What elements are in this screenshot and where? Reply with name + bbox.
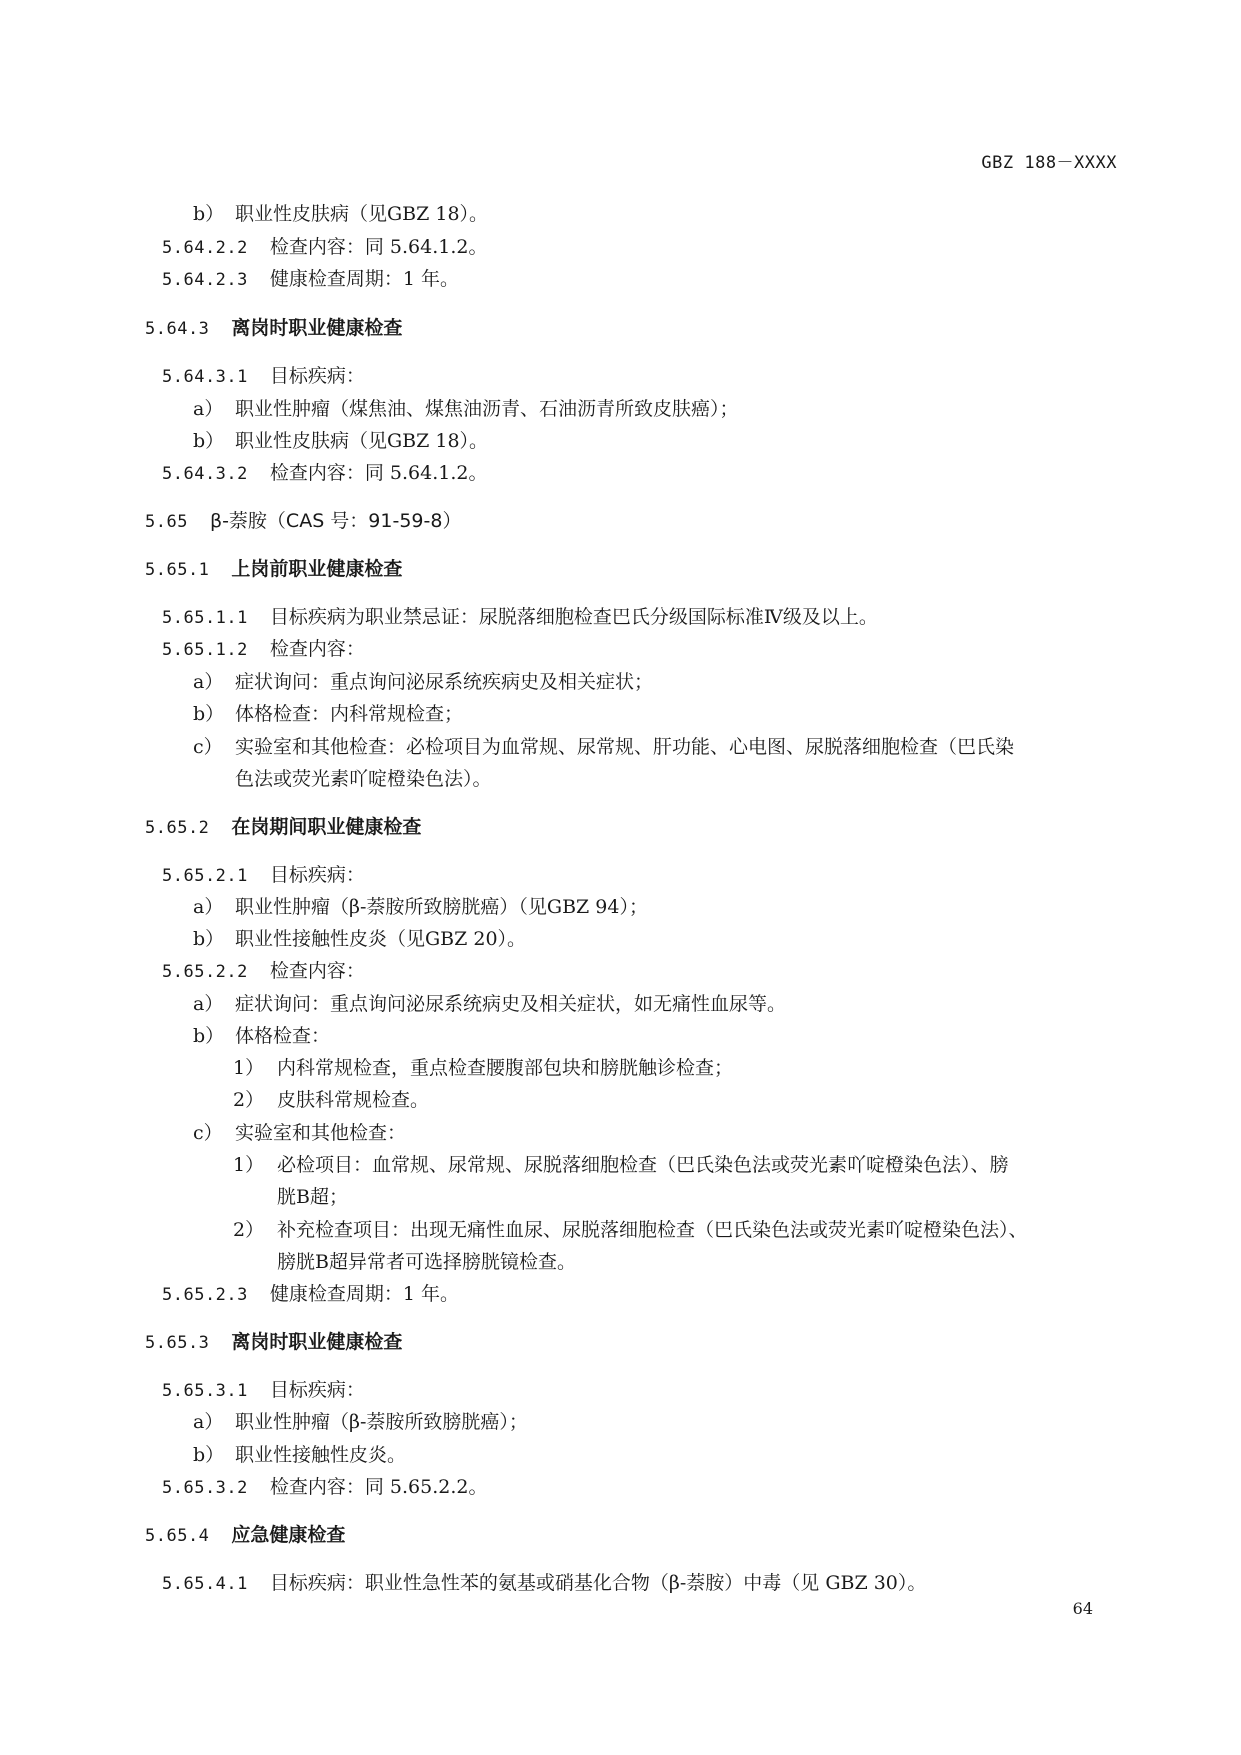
list-text: 体格检查： — [235, 1025, 331, 1047]
clause — [162, 238, 488, 257]
section-number: 5.65.4 — [145, 1526, 210, 1546]
clause — [162, 367, 365, 386]
clause-number: 5.65.2.2 — [162, 962, 248, 982]
sub-list-marker: 1） — [233, 1154, 265, 1176]
list-text: 体格检查：内科常规检查； — [235, 703, 464, 725]
clause-number: 5.64.2.3 — [162, 270, 248, 290]
section-heading — [145, 1526, 345, 1545]
list-item — [193, 1124, 406, 1143]
list-marker: c） — [193, 1122, 223, 1144]
section-number: 5.65.1 — [145, 560, 210, 580]
clause — [162, 1381, 365, 1400]
list-text: 职业性接触性皮炎（见GBZ 20）。 — [235, 928, 527, 950]
list-marker: b） — [193, 1444, 225, 1466]
sub-list-text-continuation: 胱B超； — [277, 1186, 348, 1208]
section-heading — [145, 818, 421, 837]
clause-text: 目标疾病：职业性急性苯的氨基或硝基化合物（β-萘胺）中毒（见 GBZ 30）。 — [269, 1572, 927, 1594]
list-marker: a） — [193, 398, 224, 420]
list-marker: a） — [193, 671, 224, 693]
section-title: 应急健康检查 — [231, 1524, 346, 1546]
list-marker: a） — [193, 1411, 224, 1433]
list-text: 症状询问：重点询问泌尿系统病史及相关症状，如无痛性血尿等。 — [235, 993, 787, 1015]
list-item — [193, 1413, 528, 1432]
clause-number: 5.65.1.2 — [162, 640, 248, 660]
clause-text: 健康检查周期：1 年。 — [269, 1283, 460, 1305]
clause-text: 目标疾病为职业禁忌证：尿脱落细胞检查巴氏分级国际标准Ⅳ级及以上。 — [269, 606, 878, 628]
list-item — [193, 930, 526, 949]
standard-header: GBZ 188－XXXX — [981, 153, 1117, 173]
list-item — [193, 1446, 406, 1465]
list-text-continuation: 色法或荧光素吖啶橙染色法）。 — [235, 768, 492, 790]
list-text: 职业性肿瘤（煤焦油、煤焦油沥青、石油沥青所致皮肤癌）； — [235, 398, 739, 420]
clause-text: 健康检查周期：1 年。 — [269, 268, 460, 290]
sub-list-marker: 2） — [233, 1219, 265, 1241]
clause — [162, 866, 365, 885]
clause-text: 目标疾病： — [269, 864, 365, 886]
sub-list-text: 必检项目：血常规、尿常规、尿脱落细胞检查（巴氏染色法或荧光素吖啶橙染色法）、膀 — [277, 1154, 1009, 1176]
clause-number: 5.65.4.1 — [162, 1574, 248, 1594]
sub-list-text: 内科常规检查，重点检查腰腹部包块和膀胱触诊检查； — [277, 1057, 734, 1079]
section-heading — [145, 560, 402, 579]
clause — [162, 1574, 926, 1593]
chapter-title: β-萘胺（CAS 号：91-59-8） — [209, 510, 462, 532]
clause-number: 5.65.3.2 — [162, 1478, 248, 1498]
section-title: 上岗前职业健康检查 — [231, 558, 403, 580]
clause-text: 目标疾病： — [269, 365, 365, 387]
section-number: 5.65.2 — [145, 818, 210, 838]
sub-list-marker: 2） — [233, 1089, 265, 1111]
list-text: 职业性皮肤病（见GBZ 18）。 — [235, 203, 489, 225]
sub-list-item — [233, 1059, 733, 1078]
sub-list-text: 补充检查项目：出现无痛性血尿、尿脱落细胞检查（巴氏染色法或荧光素吖啶橙染色法）、 — [277, 1219, 1028, 1241]
list-item — [193, 432, 488, 451]
chapter-heading — [145, 512, 461, 531]
list-text: 症状询问：重点询问泌尿系统疾病史及相关症状； — [235, 671, 654, 693]
list-item — [193, 995, 786, 1014]
clause — [162, 464, 488, 483]
sub-list-item — [233, 1091, 429, 1110]
list-item — [193, 205, 488, 224]
clause-number: 5.65.2.3 — [162, 1285, 248, 1305]
section-title: 离岗时职业健康检查 — [231, 317, 403, 339]
sub-list-marker: 1） — [233, 1057, 265, 1079]
list-marker: c） — [193, 736, 223, 758]
clause-number: 5.64.3.1 — [162, 367, 248, 387]
sub-list-text: 皮肤科常规检查。 — [277, 1089, 430, 1111]
clause-text: 检查内容：同 5.64.1.2。 — [269, 236, 488, 258]
clause-text: 检查内容：同 5.64.1.2。 — [269, 462, 488, 484]
list-text: 实验室和其他检查：必检项目为血常规、尿常规、肝功能、心电图、尿脱落细胞检查（巴氏染 — [235, 736, 1015, 758]
clause-text: 检查内容： — [269, 960, 365, 982]
sub-list-text-continuation: 膀胱B超异常者可选择膀胱镜检查。 — [277, 1251, 576, 1273]
clause — [162, 1285, 459, 1304]
list-marker: b） — [193, 430, 225, 452]
list-marker: b） — [193, 203, 225, 225]
list-text: 职业性接触性皮炎。 — [235, 1444, 407, 1466]
section-number: 5.64.3 — [145, 319, 210, 339]
clause — [162, 962, 365, 981]
clause — [162, 1478, 488, 1497]
clause-number: 5.65.3.1 — [162, 1381, 248, 1401]
list-item — [193, 400, 739, 419]
list-item — [193, 898, 648, 917]
list-item — [193, 738, 1014, 757]
section-title: 在岗期间职业健康检查 — [231, 816, 422, 838]
clause — [162, 270, 459, 289]
list-marker: b） — [193, 703, 225, 725]
section-title: 离岗时职业健康检查 — [231, 1331, 403, 1353]
clause — [162, 608, 878, 627]
page-number: 64 — [1072, 1599, 1093, 1618]
list-item — [193, 673, 653, 692]
section-number: 5.65.3 — [145, 1333, 210, 1353]
sub-list-item — [233, 1221, 1028, 1240]
clause-number: 5.65.1.1 — [162, 608, 248, 628]
clause-text: 检查内容：同 5.65.2.2。 — [269, 1476, 488, 1498]
list-item — [193, 1027, 330, 1046]
section-heading — [145, 319, 402, 338]
list-item — [193, 705, 463, 724]
clause-text: 目标疾病： — [269, 1379, 365, 1401]
list-marker: a） — [193, 896, 224, 918]
list-marker: b） — [193, 928, 225, 950]
clause-text: 检查内容： — [269, 638, 365, 660]
clause-number: 5.65.2.1 — [162, 866, 248, 886]
list-text: 职业性皮肤病（见GBZ 18）。 — [235, 430, 489, 452]
list-marker: b） — [193, 1025, 225, 1047]
sub-list-item — [233, 1156, 1009, 1175]
chapter-number: 5.65 — [145, 512, 188, 532]
list-marker: a） — [193, 993, 224, 1015]
section-heading — [145, 1333, 402, 1352]
list-text: 职业性肿瘤（β-萘胺所致膀胱癌）（见GBZ 94）； — [235, 896, 648, 918]
clause-number: 5.64.3.2 — [162, 464, 248, 484]
list-text: 职业性肿瘤（β-萘胺所致膀胱癌）； — [235, 1411, 528, 1433]
clause — [162, 640, 365, 659]
clause-number: 5.64.2.2 — [162, 238, 248, 258]
list-text: 实验室和其他检查： — [235, 1122, 407, 1144]
